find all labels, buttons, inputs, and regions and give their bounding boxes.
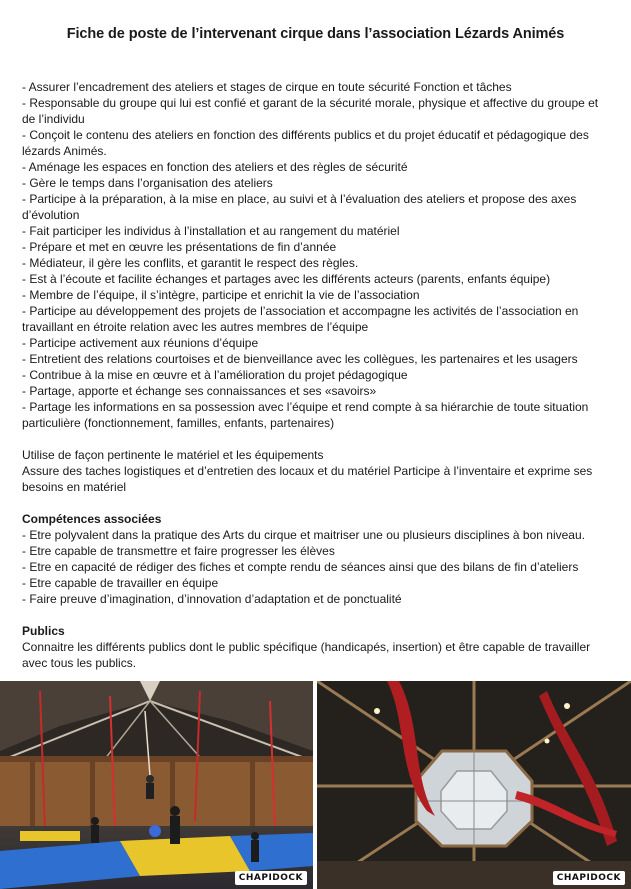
text-line: - Contribue à la mise en œuvre et à l’amélioration du projet pédagogique [22,368,408,382]
section-heading: Publics [22,624,65,638]
circus-tent-ceiling-illustration [317,681,631,889]
text-line: - Etre capable de travailler en équipe [22,576,219,590]
paragraph-spacer [22,607,612,623]
job-description-body [22,79,612,671]
text-line: - Membre de l’équipe, il s’intègre, participe et enrichit la vie de l’association [22,288,420,302]
text-line: - Etre polyvalent dans la pratique des Arts du cirque et maitriser une ou plusieurs disciplines à bon niveau. [22,528,585,542]
text-line: - Participe au développement des projets de l’association et accompagne les activités de l’association en travaillant en étroite relation avec les autres membres de l’équipe [22,304,579,334]
text-line: - Médiateur, il gère les conflits, et garantit le respect des règles. [22,256,359,270]
text-line: - Faire preuve d’imagination, d’innovation d’adaptation et de ponctualité [22,592,402,606]
text-line: - Fait participer les individus à l’installation et au rangement du matériel [22,224,400,238]
chapidock-logo: CHAPIDOCK [553,871,625,885]
section-heading: Compétences associées [22,512,162,526]
circus-training-hall-photo [0,681,313,889]
chapidock-logo: CHAPIDOCK [235,871,307,885]
text-line: - Assurer l’encadrement des ateliers et stages de cirque en toute sécurité Fonction et tâches [22,80,512,94]
circus-tent-ceiling-photo [317,681,631,889]
text-line: - Est à l’écoute et facilite échanges et partages avec les différents acteurs (parents, enfants équipe) [22,272,551,286]
text-line: - Partage les informations en sa possession avec l’équipe et rend compte à sa hiérarchie de toute situation particulière (fonctionnement, familles, enfants, partenaires) [22,400,589,430]
text-line: - Participe à la préparation, à la mise en place, au suivi et à l’évaluation des ateliers et propose des axes d’évolution [22,192,577,222]
text-line: Connaitre les différents publics dont le public spécifique (handicapés, insertion) et être capable de travailler avec tous les publics. [22,640,591,670]
text-line: Utilise de façon pertinente le matériel et les équipements [22,448,324,462]
text-line: - Partage, apporte et échange ses connaissances et ses «savoirs» [22,384,377,398]
text-line: Assure des taches logistiques et d’entretien des locaux et du matériel Participe à l’inventaire et exprime ses besoins en matériel [22,464,593,494]
text-line: - Etre capable de transmettre et faire progresser les élèves [22,544,335,558]
text-line: - Gère le temps dans l’organisation des ateliers [22,176,273,190]
text-line: - Conçoit le contenu des ateliers en fonction des différents publics et du projet éducatif et pédagogique des lézards Animés. [22,128,589,158]
text-line: - Aménage les espaces en fonction des ateliers et des règles de sécurité [22,160,408,174]
text-line: - Responsable du groupe qui lui est confié et garant de la sécurité morale, physique et affective du groupe et de l’individu [22,96,599,126]
text-line: - Participe activement aux réunions d’équipe [22,336,259,350]
paragraph-spacer [22,495,612,511]
text-line: - Etre en capacité de rédiger des fiches et compte rendu de séances ainsi que des bilans de fin d’ateliers [22,560,579,574]
photo-strip [0,681,631,889]
text-line: - Entretient des relations courtoises et de bienveillance avec les collègues, les partenaires et les usagers [22,352,578,366]
text-line: - Prépare et met en œuvre les présentations de fin d’année [22,240,337,254]
page-title: Fiche de poste de l’intervenant cirque dans l’association Lézards Animés [66,26,565,42]
paragraph-spacer [22,431,612,447]
circus-training-hall-illustration [0,681,313,889]
